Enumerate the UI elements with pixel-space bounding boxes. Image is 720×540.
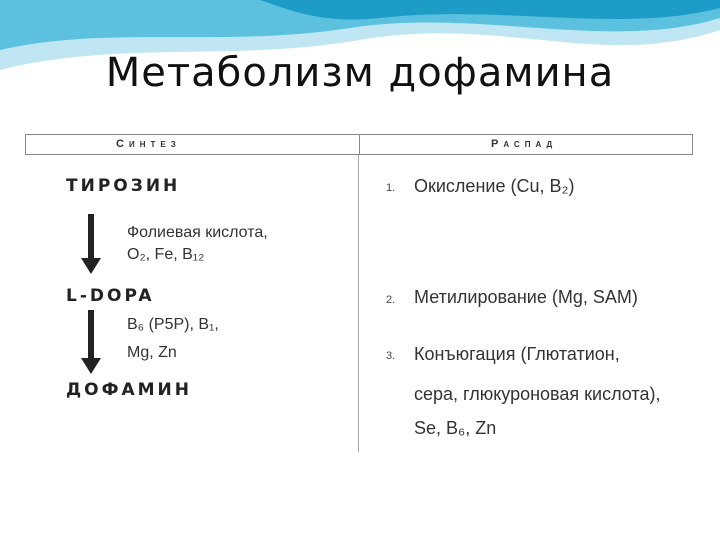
cofactors-2-line-1: B₆ (P5P), B₁, — [127, 316, 219, 333]
cofactors-1 — [127, 222, 268, 266]
cofactors-1-line-2: O₂, Fe, B₁₂ — [127, 246, 205, 263]
step-dopamine: ДОФАМИН — [66, 380, 192, 400]
decay-item-conjugation — [414, 337, 660, 445]
step-l-dopa: L-DOPA — [66, 286, 155, 306]
header-divider — [359, 135, 360, 154]
list-number: 3. — [386, 350, 396, 362]
column-divider — [358, 155, 359, 452]
table-header — [25, 134, 693, 155]
decay-item-line: Se, B₆, Zn — [414, 418, 497, 438]
decay-item-oxidation — [414, 169, 574, 203]
down-arrow-icon — [84, 214, 98, 274]
step-tyrosine: ТИРОЗИН — [66, 176, 181, 196]
cofactors-2 — [127, 314, 219, 364]
decay-item-line: сера, глюкуроновая кислота), — [414, 384, 661, 404]
decay-header: Распад — [491, 138, 558, 150]
decay-item-methylation — [414, 280, 638, 314]
down-arrow-icon — [84, 310, 98, 374]
decay-item-line: Метилирование (Mg, SAM) — [414, 287, 638, 307]
list-number: 1. — [386, 182, 396, 194]
decay-item-line: Конъюгация (Глютатион, — [414, 344, 620, 364]
list-number: 2. — [386, 294, 396, 306]
decay-item-line: Окисление (Cu, B₂) — [414, 176, 575, 196]
page-title: Метаболизм дофамина — [105, 50, 615, 96]
synthesis-header: Синтез — [116, 138, 181, 150]
cofactors-2-line-2: Mg, Zn — [127, 344, 177, 361]
cofactors-1-line-1: Фолиевая кислота, — [127, 224, 268, 241]
